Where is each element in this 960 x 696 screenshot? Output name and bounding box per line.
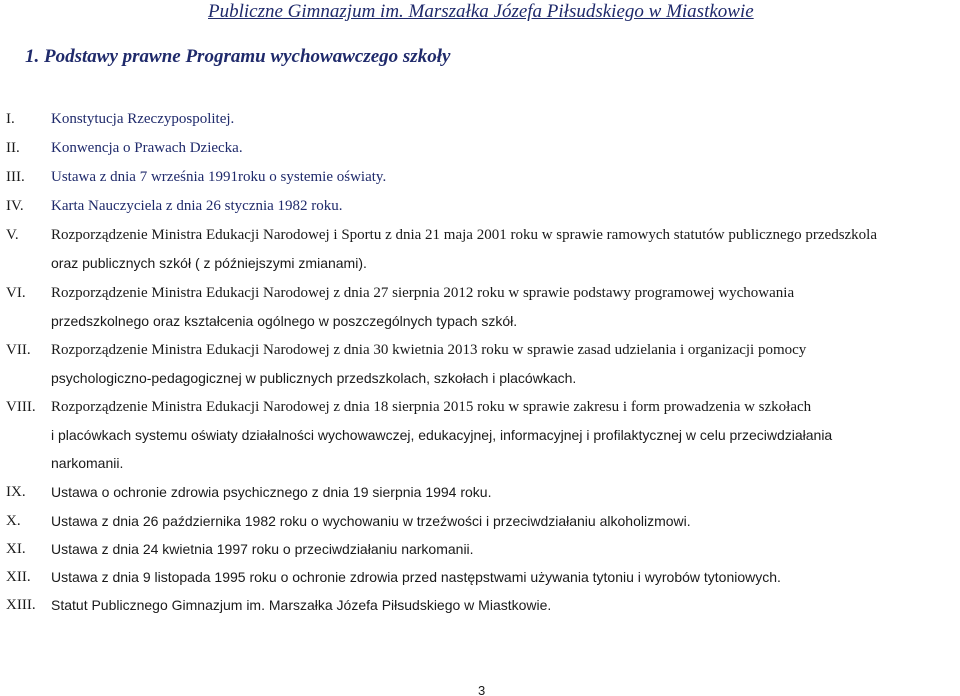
section-title: 1. Podstawy prawne Programu wychowawczego szkoły [25, 46, 451, 67]
list-item-number: XIII. [6, 597, 36, 613]
list-item-text-continued: oraz publicznych szkół ( z późniejszymi zmianami). [51, 255, 367, 271]
list-item-text: Rozporządzenie Ministra Edukacji Narodowej z dnia 18 sierpnia 2015 roku w sprawie zakresu i form prowadzenia w szkołach [51, 399, 812, 415]
list-item-text: Karta Nauczyciela z dnia 26 stycznia 1982 roku. [51, 198, 343, 214]
list-item-text: Ustawa z dnia 24 kwietnia 1997 roku o przeciwdziałaniu narkomanii. [51, 541, 474, 557]
list-item-text: Rozporządzenie Ministra Edukacji Narodowej z dnia 27 sierpnia 2012 roku w sprawie podstawy programowej wychowania [51, 285, 795, 301]
list-item-text-continued: przedszkolnego oraz kształcenia ogólnego w poszczególnych typach szkół. [51, 313, 518, 329]
list-item-text: Konwencja o Prawach Dziecka. [51, 140, 243, 156]
list-item-number: XII. [6, 569, 31, 585]
list-item-number: I. [6, 111, 15, 127]
list-item-text: Ustawa z dnia 9 listopada 1995 roku o ochronie zdrowia przed następstwami używania tytoniu i wyrobów tytoniowych. [51, 569, 781, 585]
list-item-text: Statut Publicznego Gimnazjum im. Marszałka Józefa Piłsudskiego w Miastkowie. [51, 597, 552, 613]
page-number: 3 [478, 683, 486, 696]
list-item-text: Ustawa z dnia 26 października 1982 roku o wychowaniu w trzeźwości i przeciwdziałaniu alkoholizmowi. [51, 513, 691, 529]
list-item-number: IV. [6, 198, 24, 214]
list-item-number: V. [6, 227, 19, 243]
list-item-text: Ustawa z dnia 7 września 1991roku o systemie oświaty. [51, 169, 387, 185]
list-item-text: Rozporządzenie Ministra Edukacji Narodowej z dnia 30 kwietnia 2013 roku w sprawie zasad udzielania i organizacji pomocy [51, 342, 807, 358]
list-item-number: XI. [6, 541, 26, 557]
list-item-number: II. [6, 140, 20, 156]
list-item-number: VII. [6, 342, 31, 358]
list-item-number: VIII. [6, 399, 36, 415]
list-item-text-continued: psychologiczno-pedagogicznej w publicznych przedszkolach, szkołach i placówkach. [51, 370, 577, 386]
list-item-number: III. [6, 169, 25, 185]
page-header: Publiczne Gimnazjum im. Marszałka Józefa Piłsudskiego w Miastkowie [208, 1, 754, 22]
list-item-text-continued: narkomanii. [51, 455, 124, 471]
list-item-number: X. [6, 513, 21, 529]
list-item-text: Konstytucja Rzeczypospolitej. [51, 111, 235, 127]
list-item-text: Ustawa o ochronie zdrowia psychicznego z dnia 19 sierpnia 1994 roku. [51, 484, 492, 500]
list-item-text-continued: i placówkach systemu oświaty działalności wychowawczej, edukacyjnej, informacyjnej i profilaktycznej w celu przeciwdziałania [51, 427, 833, 443]
list-item-number: VI. [6, 285, 26, 301]
list-item-number: IX. [6, 484, 26, 500]
list-item-text: Rozporządzenie Ministra Edukacji Narodowej i Sportu z dnia 21 maja 2001 roku w sprawie ramowych statutów publicznego przedszkola [51, 227, 878, 243]
